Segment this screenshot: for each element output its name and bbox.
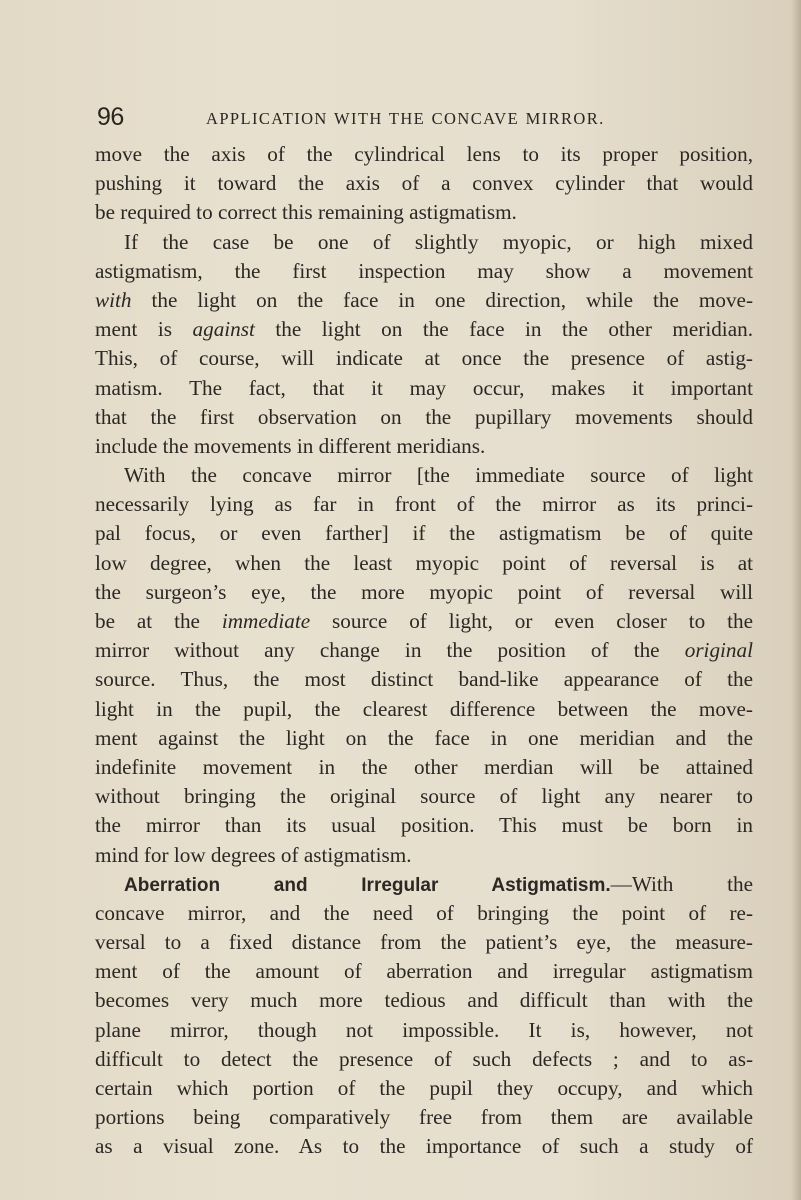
text-line: low degree, when the least myopic point of reversal is at	[95, 550, 753, 575]
text-fragment: the light on the face in one direction, while the move-	[131, 287, 753, 312]
text-fragment: —With the	[610, 871, 753, 896]
text-line: pushing it toward the axis of a convex cylinder that would	[95, 171, 753, 196]
text-line: without bringing the original source of light any nearer to	[95, 784, 753, 809]
text-line: With the concave mirror [the immediate source of light	[124, 463, 753, 488]
section-heading: Aberration and Irregular Astigmatism.	[124, 874, 611, 896]
text-line: difficult to detect the presence of such defects ; and to as-	[95, 1046, 753, 1071]
text-line: If the case be one of slightly myopic, or high mixed	[124, 229, 753, 254]
text-fragment: the light on the face in the other meridian.	[254, 317, 753, 342]
text-line: matism. The fact, that it may occur, makes it important	[95, 375, 753, 400]
text-fragment: be at the	[95, 609, 222, 633]
text-line: the surgeon’s eye, the more myopic point of reversal will	[95, 579, 753, 604]
text-line: concave mirror, and the need of bringing the point of re-	[95, 900, 753, 925]
text-line: This, of course, will indicate at once the presence of astig-	[95, 346, 753, 371]
text-line: versal to a fixed distance from the patient’s eye, the measure-	[95, 930, 753, 955]
text-line	[95, 636, 753, 665]
text-line: mind for low degrees of astigmatism.	[95, 842, 412, 867]
text-fragment: ment is	[95, 317, 193, 342]
text-line	[95, 315, 753, 344]
running-head: APPLICATION WITH THE CONCAVE MIRROR.	[206, 109, 605, 128]
italic-word: with	[95, 287, 132, 312]
italic-word: original	[684, 638, 753, 663]
text-line: that the first observation on the pupillary movements should	[95, 404, 753, 429]
page-number: 96	[97, 103, 124, 131]
text-line	[95, 286, 753, 315]
text-line	[95, 870, 753, 899]
text-line: certain which portion of the pupil they occupy, and which	[95, 1076, 753, 1100]
text-fragment: mirror without any change in the position of the	[95, 638, 685, 663]
text-line: ment against the light on the face in one meridian and the	[95, 725, 753, 750]
text-line: as a visual zone. As to the importance of such a study of	[95, 1134, 753, 1159]
text-line: include the movements in different meridians.	[95, 433, 486, 458]
text-fragment: source of light, or even closer to the	[310, 609, 753, 633]
page-edge-shadow	[791, 0, 801, 1200]
page-header	[97, 103, 757, 133]
italic-word: immediate	[221, 609, 311, 633]
text-line: astigmatism, the first inspection may show a movement	[95, 258, 753, 283]
body-text	[95, 140, 753, 1162]
italic-word: against	[192, 317, 255, 342]
text-line: move the axis of the cylindrical lens to its proper position,	[95, 142, 753, 166]
text-line: necessarily lying as far in front of the mirror as its princi-	[95, 492, 753, 517]
text-line: be required to correct this remaining astigmatism.	[95, 200, 517, 225]
text-line: the mirror than its usual position. This must be born in	[95, 813, 753, 838]
text-line: plane mirror, though not impossible. It is, however, not	[95, 1017, 753, 1042]
text-line: indefinite movement in the other merdian will be attained	[95, 754, 753, 779]
text-line: pal focus, or even farther] if the astigmatism be of quite	[95, 521, 753, 546]
text-line: ment of the amount of aberration and irregular astigmatism	[95, 959, 753, 984]
text-line: becomes very much more tedious and difficult than with the	[95, 988, 753, 1013]
text-line: portions being comparatively free from them are available	[95, 1105, 753, 1130]
text-line: light in the pupil, the clearest difference between the move-	[95, 696, 753, 721]
text-line	[95, 607, 753, 636]
text-line: source. Thus, the most distinct band-like appearance of the	[95, 667, 753, 692]
